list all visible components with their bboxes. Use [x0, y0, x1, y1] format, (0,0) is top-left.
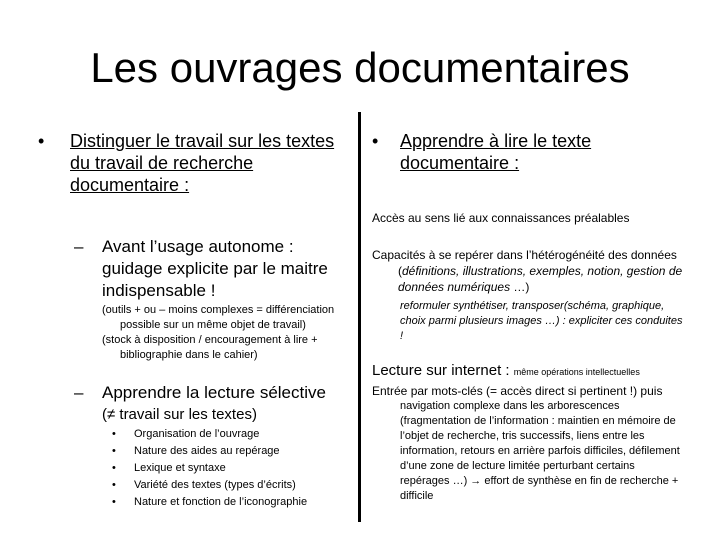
list-item: • Nature des aides au repérage [108, 443, 348, 460]
list-item: • Variété des textes (types d’écrits) [108, 477, 348, 494]
paragraph-mots-cles [372, 384, 684, 504]
paragraph-reformuler: reformuler synthétiser, transposer(schéma, graphique, choix parmi plusieurs images …) : expliciter ces conduites ! [400, 300, 683, 342]
paragraph-acces-sens: Accès au sens lié aux connaissances préalables [372, 211, 630, 225]
left-subpoint-1-text: Avant l’usage autonome : guidage explicite par le maitre indispensable ! [102, 237, 328, 300]
list-item: • Lexique et syntaxe [108, 460, 348, 477]
bullet-icon: • [112, 479, 116, 491]
right-heading [372, 130, 702, 174]
column-divider [358, 112, 361, 522]
paragraph-capacites: Capacités à se repérer dans l’hétérogénéité des données (définitions, illustrations, exemples, notion, gestion de données numériques …) [372, 248, 683, 294]
note-stock: (stock à disposition / encouragement à lire + bibliographie dans le cahier) [102, 334, 318, 361]
mots-cles-detail: navigation complexe dans les arborescences (fragmentation de l’information : maintien en mémoire de l’objet de recherche, tris successifs, liens entre les information, retours en arrière parfois difficiles, défilement d’une zone de lecture limitée perturbant certains repérages …) → effort de synthèse en fin de recherche + difficile [400, 400, 680, 502]
left-heading-text: Distinguer le travail sur les textes du travail de recherche documentaire : [70, 131, 335, 195]
list-item: • Organisation de l’ouvrage [108, 426, 348, 443]
dash-icon: – [74, 237, 84, 256]
bullet-icon: • [112, 445, 116, 457]
bullet-icon: • [372, 131, 379, 151]
left-notes [102, 303, 350, 363]
bullet-icon: • [112, 462, 116, 474]
bullet-icon: • [112, 428, 116, 440]
left-subpoint-2-text: Apprendre la lecture sélective [102, 383, 326, 402]
right-heading-text: Apprendre à lire le texte documentaire : [400, 131, 592, 173]
mots-cles-first-line: Entrée par mots-clés (= accès direct si pertinent !) puis [372, 384, 663, 398]
left-subpoint-2 [74, 382, 346, 426]
bullet-icon: • [38, 131, 45, 151]
paragraph-internet: Lecture sur internet : même opérations intellectuelles [372, 362, 640, 379]
left-subpoint-1 [74, 236, 346, 302]
dash-icon: – [74, 383, 84, 402]
bullet-icon: • [112, 496, 116, 508]
lecture-selective-list [108, 426, 348, 511]
slide-title: Les ouvrages documentaires [90, 44, 630, 91]
left-subpoint-2-note: (≠ travail sur les textes) [102, 406, 257, 423]
left-heading [38, 130, 348, 196]
note-outils: (outils + ou – moins complexes = différenciation possible sur un même objet de travail) [102, 304, 335, 331]
list-item: • Nature et fonction de l’iconographie [108, 494, 348, 511]
